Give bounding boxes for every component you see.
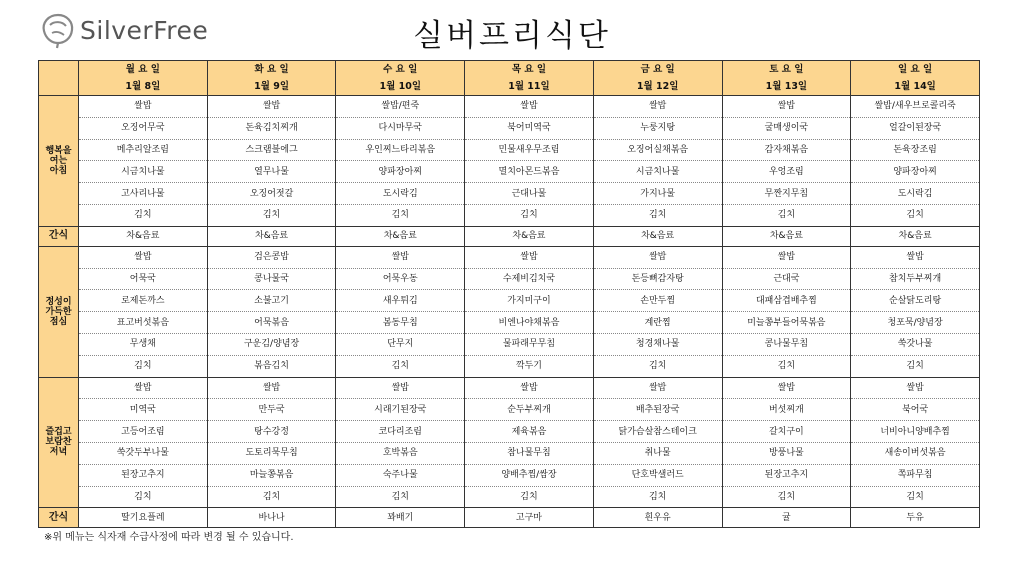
menu-cell: 김치 <box>851 486 980 508</box>
menu-cell: 쌀밥 <box>465 377 594 399</box>
menu-cell: 순살닭도리탕 <box>851 290 980 312</box>
menu-cell: 숙주나물 <box>336 464 465 486</box>
menu-cell: 쌀밥 <box>465 246 594 268</box>
menu-cell: 표고버섯볶음 <box>79 312 208 334</box>
menu-cell: 쌀밥 <box>851 377 980 399</box>
menu-cell: 코다리조림 <box>336 421 465 443</box>
day-name: 목 요 일 <box>465 61 594 80</box>
menu-cell: 열무나물 <box>207 161 336 183</box>
menu-cell: 쌀밥 <box>593 96 722 118</box>
meal-label <box>39 96 79 227</box>
snack-cell: 고구마 <box>465 508 594 528</box>
meal-label-line: 보람찬 <box>45 437 72 448</box>
menu-cell: 민물새우무조림 <box>465 139 594 161</box>
menu-cell: 갈치구이 <box>722 421 851 443</box>
menu-cell: 쌀밥 <box>79 377 208 399</box>
snack-cell: 흰우유 <box>593 508 722 528</box>
menu-cell: 호박볶음 <box>336 442 465 464</box>
day-name: 일 요 일 <box>851 61 980 80</box>
snack-cell: 바나나 <box>207 508 336 528</box>
menu-cell: 대패삼겹배추찜 <box>722 290 851 312</box>
menu-cell: 김치 <box>207 204 336 226</box>
menu-cell: 쌀밥/편죽 <box>336 96 465 118</box>
menu-cell: 새우튀김 <box>336 290 465 312</box>
menu-cell: 멸치아몬드볶음 <box>465 161 594 183</box>
meal-label <box>39 377 79 508</box>
menu-cell: 무짠지무침 <box>722 183 851 205</box>
menu-cell: 무생채 <box>79 333 208 355</box>
menu-cell: 굴매생이국 <box>722 117 851 139</box>
meal-label-line: 여는 <box>49 155 68 166</box>
menu-cell: 김치 <box>207 486 336 508</box>
menu-cell: 근대나물 <box>465 183 594 205</box>
meal-label-line: 점심 <box>49 316 68 327</box>
menu-cell: 도시락김 <box>851 183 980 205</box>
menu-cell: 어묵국 <box>79 268 208 290</box>
menu-cell: 감자채볶음 <box>722 139 851 161</box>
snack-cell: 차&음료 <box>336 226 465 246</box>
menu-cell: 된장고추지 <box>79 464 208 486</box>
menu-cell: 소불고기 <box>207 290 336 312</box>
meal-label <box>39 246 79 377</box>
menu-cell: 청포묵/양념장 <box>851 312 980 334</box>
snack-row <box>39 226 980 246</box>
menu-row <box>39 117 980 139</box>
menu-cell: 시래기된장국 <box>336 399 465 421</box>
menu-cell: 쌀밥 <box>336 377 465 399</box>
snack-cell: 딸기요플레 <box>79 508 208 528</box>
day-name: 토 요 일 <box>722 61 851 80</box>
menu-cell: 오징어젓갈 <box>207 183 336 205</box>
day-date: 1월 8일 <box>79 79 208 96</box>
menu-cell: 비엔나야채볶음 <box>465 312 594 334</box>
menu-cell: 북어국 <box>851 399 980 421</box>
menu-cell: 로제돈까스 <box>79 290 208 312</box>
menu-cell: 김치 <box>593 355 722 377</box>
menu-cell: 방풍나물 <box>722 442 851 464</box>
snack-label: 간식 <box>39 508 79 528</box>
day-name: 금 요 일 <box>593 61 722 80</box>
menu-cell: 김치 <box>593 204 722 226</box>
menu-cell: 콩나물국 <box>207 268 336 290</box>
day-date: 1월 14일 <box>851 79 980 96</box>
snack-cell: 차&음료 <box>851 226 980 246</box>
menu-cell: 돈등뼈감자탕 <box>593 268 722 290</box>
menu-cell: 쌀밥 <box>79 246 208 268</box>
day-date: 1월 10일 <box>336 79 465 96</box>
meal-label-line: 아침 <box>49 165 68 176</box>
menu-cell: 쌀밥 <box>593 246 722 268</box>
menu-cell: 쌀밥 <box>851 246 980 268</box>
menu-cell: 어묵우동 <box>336 268 465 290</box>
menu-cell: 양파장아찌 <box>336 161 465 183</box>
menu-cell: 쑥갓두부나물 <box>79 442 208 464</box>
day-name: 월 요 일 <box>79 61 208 80</box>
menu-cell: 쌀밥/새우브로콜리죽 <box>851 96 980 118</box>
menu-cell: 김치 <box>336 355 465 377</box>
meal-label-line: 저녁 <box>49 447 68 458</box>
snack-cell: 꽈배기 <box>336 508 465 528</box>
snack-cell: 차&음료 <box>207 226 336 246</box>
menu-cell: 쑥갓나물 <box>851 333 980 355</box>
menu-cell: 김치 <box>851 355 980 377</box>
menu-cell: 근대국 <box>722 268 851 290</box>
menu-cell: 미늘쫑부들어묵볶음 <box>722 312 851 334</box>
menu-row <box>39 290 980 312</box>
menu-row <box>39 139 980 161</box>
menu-cell: 김치 <box>851 204 980 226</box>
footnote: ※위 메뉴는 식자재 수급사정에 따라 변경 될 수 있습니다. <box>44 532 294 543</box>
menu-cell: 탕수강정 <box>207 421 336 443</box>
menu-cell: 참치두부찌개 <box>851 268 980 290</box>
menu-cell: 마늘쫑볶음 <box>207 464 336 486</box>
menu-cell: 참나물무침 <box>465 442 594 464</box>
menu-cell: 고등어조림 <box>79 421 208 443</box>
menu-cell: 쌀밥 <box>336 246 465 268</box>
menu-cell: 가지미구이 <box>465 290 594 312</box>
menu-cell: 시금치나물 <box>79 161 208 183</box>
menu-cell: 시금치나물 <box>593 161 722 183</box>
snack-cell: 귤 <box>722 508 851 528</box>
menu-cell: 쌀밥 <box>722 377 851 399</box>
menu-cell: 오징어실채볶음 <box>593 139 722 161</box>
snack-cell: 차&음료 <box>79 226 208 246</box>
snack-cell: 차&음료 <box>465 226 594 246</box>
menu-cell: 김치 <box>79 486 208 508</box>
menu-cell: 오징어무국 <box>79 117 208 139</box>
menu-cell: 김치 <box>593 486 722 508</box>
menu-cell: 쌀밥 <box>207 96 336 118</box>
menu-cell: 가지나물 <box>593 183 722 205</box>
menu-row <box>39 204 980 226</box>
menu-row <box>39 399 980 421</box>
snack-cell: 차&음료 <box>593 226 722 246</box>
menu-cell: 버섯찌개 <box>722 399 851 421</box>
menu-cell: 볶음김치 <box>207 355 336 377</box>
menu-cell: 된장고추지 <box>722 464 851 486</box>
meal-label-line: 즐겁고 <box>45 427 72 438</box>
header-corner <box>39 61 79 96</box>
menu-cell: 쪽파무침 <box>851 464 980 486</box>
menu-row <box>39 246 980 268</box>
menu-cell: 콩나물무침 <box>722 333 851 355</box>
menu-cell: 구운김/양념장 <box>207 333 336 355</box>
snack-label: 간식 <box>39 226 79 246</box>
menu-cell: 김치 <box>465 486 594 508</box>
menu-cell: 제육볶음 <box>465 421 594 443</box>
menu-cell: 김치 <box>79 204 208 226</box>
menu-cell: 도시락김 <box>336 183 465 205</box>
menu-cell: 청경채나물 <box>593 333 722 355</box>
menu-cell: 단호박샐러드 <box>593 464 722 486</box>
menu-cell: 돈육김치찌개 <box>207 117 336 139</box>
page-title: 실버프리식단 <box>413 18 611 54</box>
menu-cell: 김치 <box>722 204 851 226</box>
menu-cell: 너비아니양배추찜 <box>851 421 980 443</box>
menu-row <box>39 442 980 464</box>
menu-cell: 누룽지탕 <box>593 117 722 139</box>
menu-cell: 고사리나물 <box>79 183 208 205</box>
menu-cell: 어묵볶음 <box>207 312 336 334</box>
day-name: 수 요 일 <box>336 61 465 80</box>
menu-cell: 양배추찜/쌈장 <box>465 464 594 486</box>
menu-row <box>39 268 980 290</box>
menu-cell: 단무지 <box>336 333 465 355</box>
day-date: 1월 9일 <box>207 79 336 96</box>
menu-cell: 순두부찌개 <box>465 399 594 421</box>
snack-cell: 두유 <box>851 508 980 528</box>
menu-cell: 북어미역국 <box>465 117 594 139</box>
menu-cell: 도토리묵무침 <box>207 442 336 464</box>
menu-cell: 돈육장조림 <box>851 139 980 161</box>
menu-cell: 양파장아찌 <box>851 161 980 183</box>
menu-cell: 김치 <box>465 204 594 226</box>
menu-cell: 쌀밥 <box>207 377 336 399</box>
menu-row <box>39 312 980 334</box>
menu-row <box>39 161 980 183</box>
menu-row <box>39 377 980 399</box>
menu-cell: 미역국 <box>79 399 208 421</box>
menu-cell: 스크램블에그 <box>207 139 336 161</box>
menu-cell: 다시마무국 <box>336 117 465 139</box>
menu-cell: 쌀밥 <box>722 246 851 268</box>
menu-row <box>39 464 980 486</box>
menu-cell: 메추리알조림 <box>79 139 208 161</box>
menu-cell: 봄동무침 <box>336 312 465 334</box>
menu-cell: 취나물 <box>593 442 722 464</box>
menu-row <box>39 96 980 118</box>
menu-cell: 김치 <box>722 355 851 377</box>
menu-cell: 쌀밥 <box>593 377 722 399</box>
menu-row <box>39 486 980 508</box>
meal-label-line: 가득한 <box>45 306 72 317</box>
snack-row <box>39 508 980 528</box>
day-name: 화 요 일 <box>207 61 336 80</box>
menu-cell: 쌀밥 <box>79 96 208 118</box>
menu-cell: 손만두찜 <box>593 290 722 312</box>
menu-cell: 깍두기 <box>465 355 594 377</box>
menu-row <box>39 333 980 355</box>
menu-cell: 김치 <box>722 486 851 508</box>
meal-label-line: 정성이 <box>45 296 72 307</box>
menu-row <box>39 183 980 205</box>
menu-row <box>39 355 980 377</box>
menu-cell: 김치 <box>336 204 465 226</box>
snack-cell: 차&음료 <box>722 226 851 246</box>
menu-cell: 계란찜 <box>593 312 722 334</box>
menu-cell: 쌀밥 <box>722 96 851 118</box>
menu-cell: 물파래무무침 <box>465 333 594 355</box>
menu-row <box>39 421 980 443</box>
logo-text: SilverFree <box>80 15 209 45</box>
menu-cell: 얼갈이된장국 <box>851 117 980 139</box>
menu-cell: 만두국 <box>207 399 336 421</box>
menu-cell: 검은콩밥 <box>207 246 336 268</box>
menu-cell: 새송이버섯볶음 <box>851 442 980 464</box>
day-date: 1월 13일 <box>722 79 851 96</box>
menu-cell: 우엉조림 <box>722 161 851 183</box>
menu-cell: 쌀밥 <box>465 96 594 118</box>
menu-cell: 배추된장국 <box>593 399 722 421</box>
menu-cell: 닭가슴살참스테이크 <box>593 421 722 443</box>
menu-cell: 수제비김치국 <box>465 268 594 290</box>
meal-label-line: 행복을 <box>45 145 72 156</box>
menu-cell: 김치 <box>79 355 208 377</box>
weekly-menu-table <box>38 60 980 528</box>
menu-cell: 김치 <box>336 486 465 508</box>
day-date: 1월 11일 <box>465 79 594 96</box>
day-date: 1월 12일 <box>593 79 722 96</box>
menu-cell: 우인찌느타리볶음 <box>336 139 465 161</box>
